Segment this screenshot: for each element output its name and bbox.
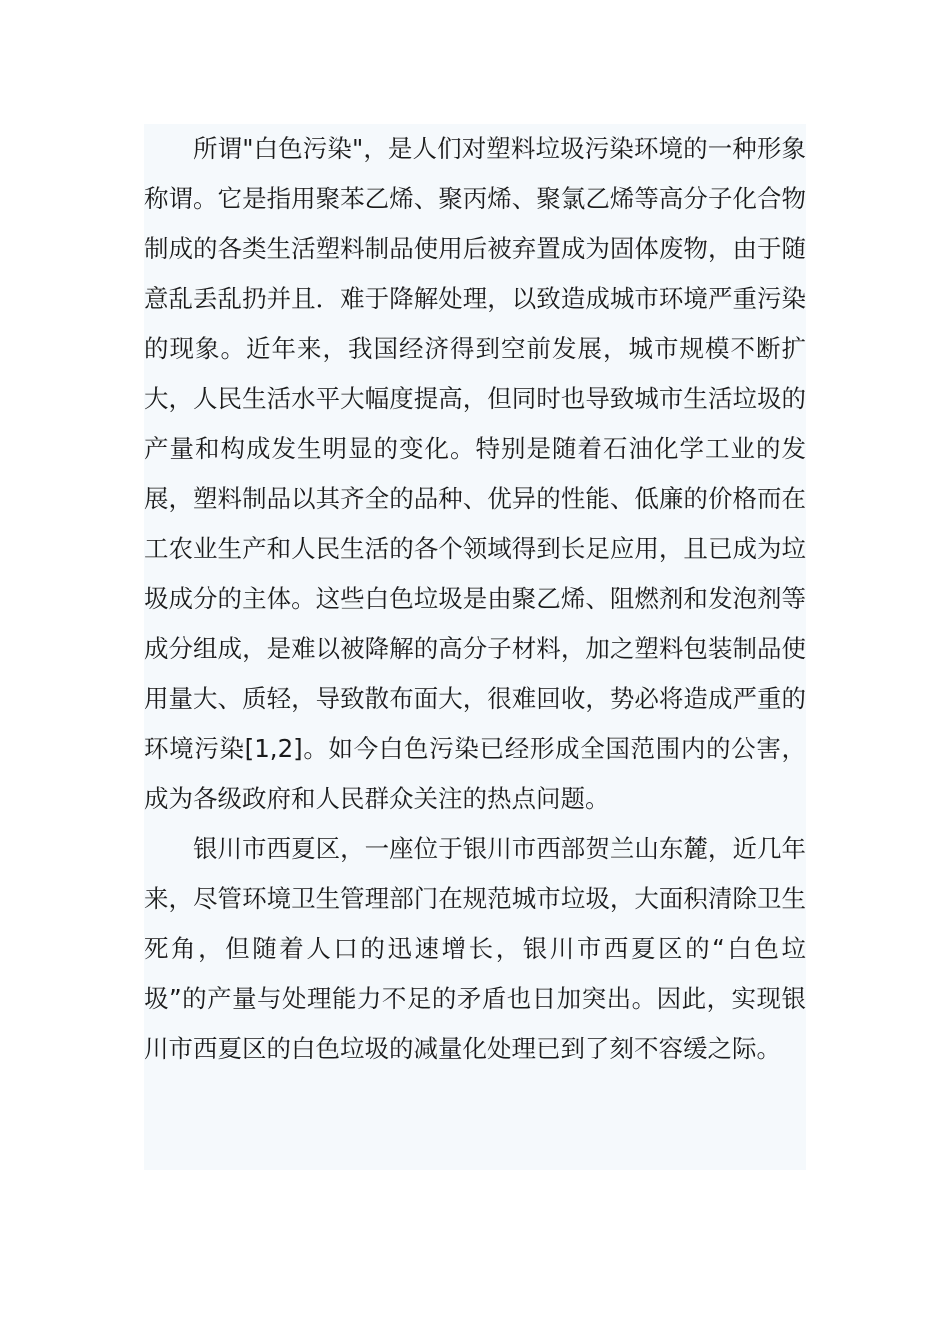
- paragraph-yinchuan-xixia: 银川市西夏区，一座位于银川市西部贺兰山东麓，近几年来，尽管环境卫生管理部门在规范城市垃圾，大面积清除卫生死角，但随着人口的迅速增长，银川市西夏区的“白色垃圾”的产量与处理能力不足的矛盾也日加突出。因此，实现银川市西夏区的白色垃圾的减量化处理已到了刻不容缓之际。: [144, 834, 806, 1063]
- text-block: [144, 124, 806, 1170]
- paragraph-white-pollution-definition: 所谓"白色污染"，是人们对塑料垃圾污染环境的一种形象称谓。它是指用聚苯乙烯、聚丙烯、聚氯乙烯等高分子化合物制成的各类生活塑料制品使用后被弃置成为固体废物，由于随意乱丢乱扔并且．难于降解处理，以致造成城市环境严重污染的现象。近年来，我国经济得到空前发展，城市规模不断扩大，人民生活水平大幅度提高，但同时也导致城市生活垃圾的产量和构成发生明显的变化。特别是随着石油化学工业的发展，塑料制品以其齐全的品种、优异的性能、低廉的价格而在工农业生产和人民生活的各个领域得到长足应用，且已成为垃圾成分的主体。这些白色垃圾是由聚乙烯、阻燃剂和发泡剂等成分组成，是难以被降解的高分子材料，加之塑料包装制品使用量大、质轻，导致散布面大，很难回收，势必将造成严重的环境污染[1,2]。如今白色污染已经形成全国范围内的公害，成为各级政府和人民群众关注的热点问题。: [144, 134, 806, 813]
